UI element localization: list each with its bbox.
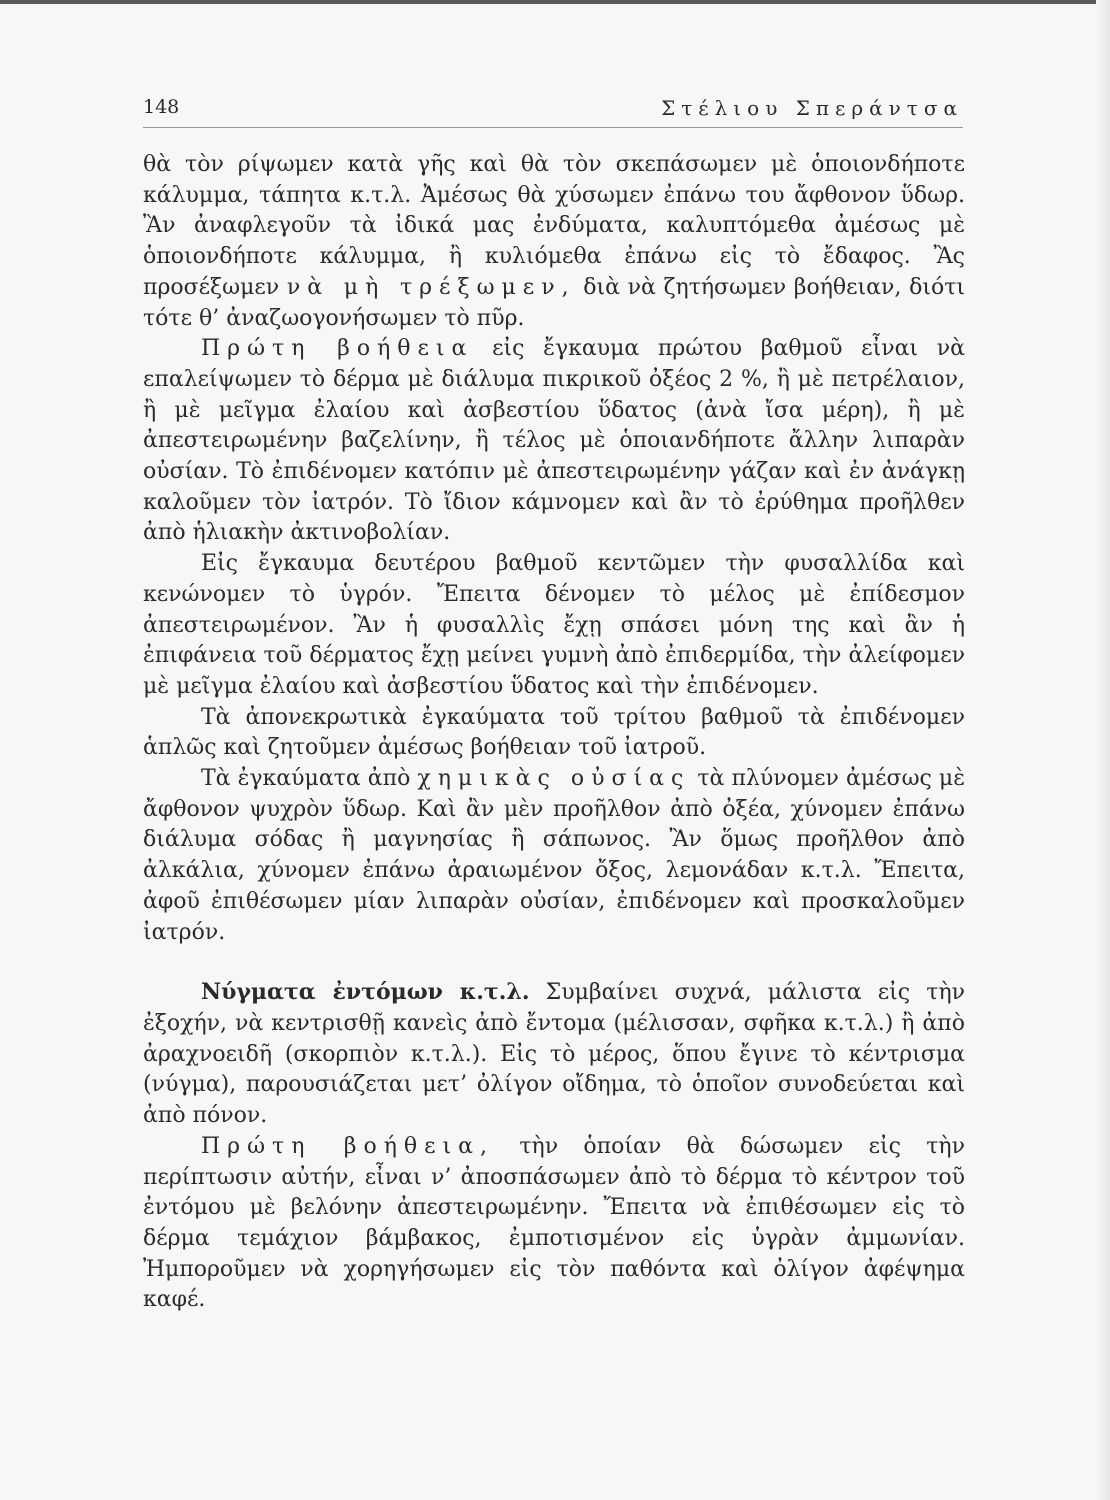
paragraph-7-text: τὴν ὁποίαν θὰ δώσωμεν εἰς τὴν περίπτωσιν αὐτήν, εἶναι ν’ ἀποσπάσωμεν ἀπὸ τὸ δέρμα τὸ κέντρον τοῦ ἐντόμου μὲ βελόνην ἀπεστειρωμένην. Ἔπειτα νὰ ἐπιθέσωμεν εἰς τὸ δέρμα τεμάχιον βάμβακος, ἐμποτισμένον εἰς ὑγρὰν ἀμμωνίαν. Ἠμποροῦμεν νὰ χορηγήσωμεν εἰς τὸν παθόντα καὶ ὀλίγον ἀφέψημα καφέ. (143, 1133, 965, 1313)
section-heading: Νύγματα ἐντόμων κ.τ.λ. (201, 979, 530, 1006)
scan-top-edge (0, 0, 1110, 4)
paragraph-6-text: Συμβαίνει συχνά, μάλιστα εἰς τὴν ἐξοχήν, νὰ κεντρισθῇ κανεὶς ἀπὸ ἔντομα (μέλισσαν, σφῆκα κ.τ.λ.) ἢ ἀπὸ ἀραχνοειδῆ (σκορπιὸν κ.τ.λ.). Εἰς τὸ μέρος, ὅπου ἔγινε τὸ κέντρισμα (νύγμα), παρουσιάζεται μετ’ ὀλίγον οἴδημα, τὸ ὁποῖον συνοδεύεται καὶ ἀπὸ πόνον. (143, 980, 965, 1129)
paragraph-4 (143, 703, 965, 764)
paragraph-2-lead: Πρώτη βοήθεια (201, 336, 474, 362)
paragraph-2 (143, 334, 965, 549)
paragraph-7 (143, 1132, 965, 1316)
page-header (143, 96, 963, 126)
header-rule (143, 127, 963, 128)
paragraph-4-text: Τὰ ἀπονεκρωτικὰ ἐγκαύματα τοῦ τρίτου βαθμοῦ τὰ ἐπιδένομεν ἁπλῶς καὶ ζητοῦμεν ἀμέσως βοήθειαν τοῦ ἰατροῦ. (143, 704, 965, 761)
running-head: Στέλιου Σπεράντσα (661, 96, 963, 120)
paragraph-1-text: θὰ τὸν ρίψωμεν κατὰ γῆς καὶ θὰ τὸν σκεπάσωμεν μὲ ὁποιονδήποτε κάλυμμα, τάπητα κ.τ.λ. Ἀμέσως θὰ χύσωμεν ἐπάνω του ἄφθονον ὕδωρ. Ἂν ἀναφλεγοῦν τὰ ἰδικά μας ἐνδύματα, καλυπτόμεθα ἀμέσως μὲ ὁποιονδήποτε κάλυμμα, ἢ κυλιόμεθα ἐπάνω εἰς τὸ ἔδαφος. Ἂς προσέξωμεν (143, 152, 965, 300)
paragraph-5-text: τὰ πλύνομεν ἀμέσως μὲ ἄφθονον ψυχρὸν ὕδωρ. Καὶ ἂν μὲν προῆλθον ἀπὸ ὀξέα, χύνομεν ἐπάνω διάλυμα σόδας ἢ μαγνησίας ἢ σάπωνος. Ἂν ὅμως προῆλθον ἀπὸ ἀλκάλια, χύνομεν ἐπάνω ἀραιωμένον ὄξος, λεμονάδαν κ.τ.λ. Ἔπειτα, ἀφοῦ ἐπιθέσωμεν μίαν λιπαρὰν οὐσίαν, ἐπιδένομεν καὶ προσκαλοῦμεν ἰατρόν. (143, 766, 966, 945)
paragraph-7-lead: Πρώτη βοήθεια, (201, 1133, 495, 1159)
paragraph-1-end: διὰ νὰ ζητήσωμεν βοήθειαν, διότι τότε θ’ ἀναζωογονήσωμεν τὸ πῦρ. (143, 274, 965, 331)
paragraph-1-emphasis: νὰ μὴ τρέξωμεν, (286, 274, 576, 300)
paragraph-5-start: Τὰ ἐγκαύματα ἀπὸ (201, 766, 411, 792)
paragraph-1 (143, 150, 965, 334)
scan-right-edge (1096, 0, 1110, 1500)
paragraph-5 (143, 764, 965, 948)
paragraph-3-text: Εἰς ἔγκαυμα δευτέρου βαθμοῦ κεντῶμεν τὴν φυσαλλίδα καὶ κενώνομεν τὸ ὑγρόν. Ἔπειτα δένομεν τὸ μέλος μὲ ἐπίδεσμον ἀπεστειρωμένον. Ἂν ἡ φυσαλλὶς ἔχῃ σπάσει μόνη της καὶ ἂν ἡ ἐπιφάνεια τοῦ δέρματος ἔχῃ μείνει γυμνὴ ἀπὸ ἐπιδερμίδα, τὴν ἀλείφομεν μὲ μεῖγμα ἐλαίου καὶ ἀσβεστίου ὕδατος καὶ τὴν ἐπιδένομεν. (143, 551, 965, 699)
paragraph-5-emphasis: χημικὰς οὐσίας (417, 766, 691, 792)
paragraph-3 (143, 549, 965, 703)
paragraph-2-text: εἰς ἔγκαυμα πρώτου βαθμοῦ εἶναι νὰ επαλείψωμεν τὸ δέρμα μὲ διάλυμα πικρικοῦ ὀξέος 2 %, ἢ μὲ πετρέλαιον, ἢ μὲ μεῖγμα ἐλαίου καὶ ἀσβεστίου ὕδατος (ἀνὰ ἴσα μέρη), ἢ μὲ ἀπεστειρωμένην βαζελίνην, ἢ τέλος μὲ ὁποιανδήποτε ἄλλην λιπαρὰν οὐσίαν. Τὸ ἐπιδένομεν κατόπιν μὲ ἀπεστειρωμένην γάζαν καὶ ἐν ἀνάγκῃ καλοῦμεν τὸν ἰατρόν. Τὸ ἴδιον κάμνομεν καὶ ἂν τὸ ἐρύθημα προῆλθεν ἀπὸ ἡλιακὴν ἀκτινοβολίαν. (143, 336, 965, 546)
body-text (143, 150, 965, 1316)
paragraph-6 (143, 977, 965, 1132)
page-number: 148 (143, 96, 180, 118)
